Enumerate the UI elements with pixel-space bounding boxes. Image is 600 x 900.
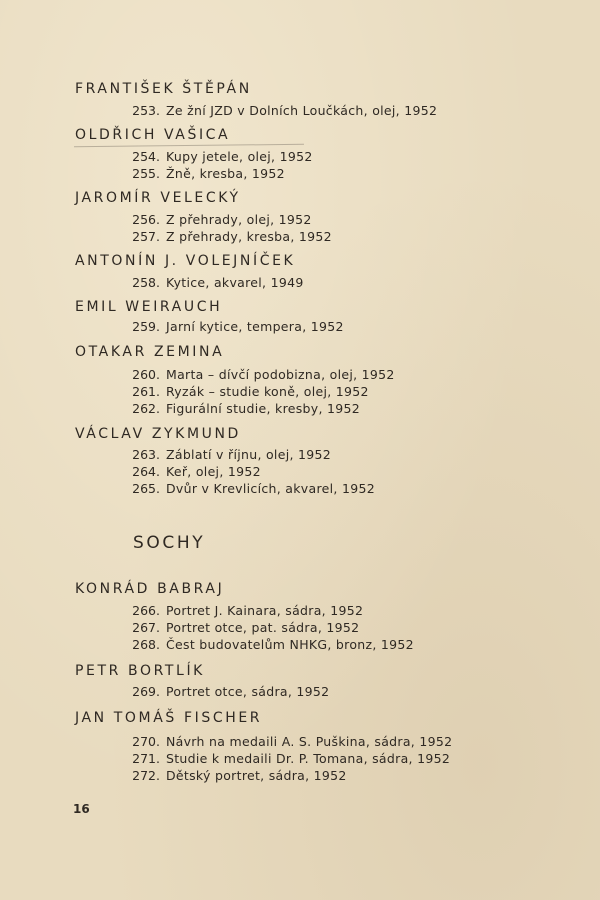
entry-title: Z přehrady, olej, 1952 <box>166 212 312 227</box>
catalog-entry <box>0 684 600 701</box>
catalog-entry <box>0 166 600 183</box>
catalog-entry <box>0 464 600 481</box>
catalog-entry <box>0 637 600 654</box>
entry-number: 257. <box>132 229 160 244</box>
entry-number: 268. <box>132 637 160 652</box>
catalog-entry <box>0 212 600 229</box>
entry-title: Ryzák – studie koně, olej, 1952 <box>166 384 369 399</box>
section-heading: SOCHY <box>133 533 206 553</box>
entry-number: 271. <box>132 751 160 766</box>
artist-name: KONRÁD BABRAJ <box>75 581 225 597</box>
entry-title: Portret otce, pat. sádra, 1952 <box>166 620 360 635</box>
entry-title: Žně, kresba, 1952 <box>166 166 285 181</box>
entry-number: 254. <box>132 149 160 164</box>
entry-number: 256. <box>132 212 160 227</box>
entry-title: Kupy jetele, olej, 1952 <box>166 149 313 164</box>
entry-title: Jarní kytice, tempera, 1952 <box>166 319 344 334</box>
entry-title: Záblatí v říjnu, olej, 1952 <box>166 447 332 462</box>
entry-title: Z přehrady, kresba, 1952 <box>166 229 332 244</box>
entry-number: 263. <box>132 447 160 462</box>
catalog-entry <box>0 734 600 751</box>
entry-number: 272. <box>132 768 160 783</box>
entry-title: Čest budovatelům NHKG, bronz, 1952 <box>166 637 414 652</box>
catalog-entry <box>0 401 600 418</box>
entry-number: 253. <box>132 103 160 118</box>
catalog-entry <box>0 229 600 246</box>
page-number: 16 <box>73 802 90 816</box>
entry-number: 267. <box>132 620 160 635</box>
entry-number: 265. <box>132 481 160 496</box>
artist-name: JAROMÍR VELECKÝ <box>75 190 241 206</box>
entry-title: Keř, olej, 1952 <box>166 464 261 479</box>
entry-title: Návrh na medaili A. S. Puškina, sádra, 1952 <box>166 734 453 749</box>
entry-number: 255. <box>132 166 160 181</box>
artist-name: EMIL WEIRAUCH <box>75 299 223 315</box>
artist-name: ANTONÍN J. VOLEJNÍČEK <box>75 253 296 269</box>
entry-number: 264. <box>132 464 160 479</box>
entry-title: Portret otce, sádra, 1952 <box>166 684 330 699</box>
entry-number: 258. <box>132 275 160 290</box>
entry-title: Dvůr v Krevlicích, akvarel, 1952 <box>166 481 375 496</box>
entry-title: Kytice, akvarel, 1949 <box>166 275 304 290</box>
entry-title: Ze žní JZD v Dolních Loučkách, olej, 1952 <box>166 103 438 118</box>
entry-title: Studie k medaili Dr. P. Tomana, sádra, 1952 <box>166 751 451 766</box>
artist-name: JAN TOMÁŠ FISCHER <box>75 710 263 726</box>
catalog-entry <box>0 751 600 768</box>
catalog-entry <box>0 620 600 637</box>
entry-number: 269. <box>132 684 160 699</box>
artist-name: VÁCLAV ZYKMUND <box>75 426 241 442</box>
catalog-entry <box>0 319 600 336</box>
catalog-entry <box>0 481 600 498</box>
entry-number: 259. <box>132 319 160 334</box>
catalog-entry <box>0 768 600 785</box>
entry-number: 262. <box>132 401 160 416</box>
catalog-entry <box>0 103 600 120</box>
entry-number: 270. <box>132 734 160 749</box>
entry-number: 266. <box>132 603 160 618</box>
entry-title: Marta – dívčí podobizna, olej, 1952 <box>166 367 395 382</box>
artist-name: PETR BORTLÍK <box>75 663 205 679</box>
entry-number: 260. <box>132 367 160 382</box>
entry-title: Dětský portret, sádra, 1952 <box>166 768 347 783</box>
catalog-entry <box>0 275 600 292</box>
artist-name: OLDŘICH VAŠICA <box>75 127 231 143</box>
catalog-entry <box>0 384 600 401</box>
entry-number: 261. <box>132 384 160 399</box>
catalog-entry <box>0 367 600 384</box>
entry-title: Portret J. Kainara, sádra, 1952 <box>166 603 364 618</box>
catalog-entry <box>0 603 600 620</box>
artist-name: FRANTIŠEK ŠTĚPÁN <box>75 81 252 97</box>
entry-title: Figurální studie, kresby, 1952 <box>166 401 361 416</box>
artist-name: OTAKAR ZEMINA <box>75 344 225 360</box>
catalog-entry <box>0 149 600 166</box>
catalog-entry <box>0 447 600 464</box>
